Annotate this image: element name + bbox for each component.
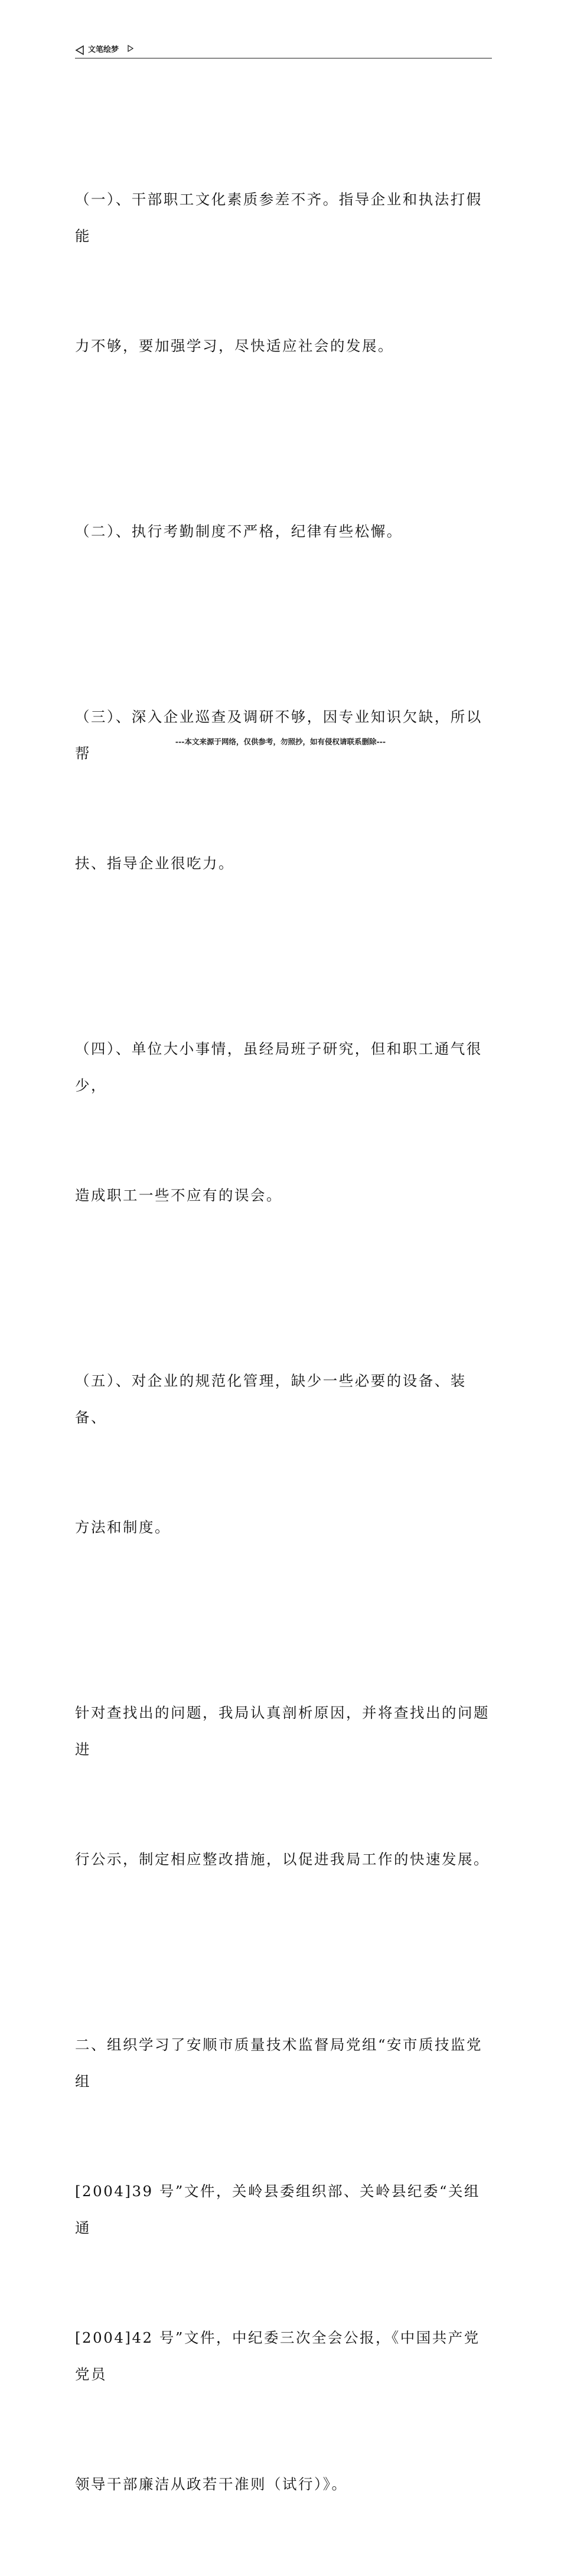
paragraph-5 <box>75 1289 495 1619</box>
paragraph-2 <box>75 440 495 623</box>
paragraph-3 <box>75 626 495 955</box>
paragraph-line: 领导干部廉洁从政若干准则（试行）》。 <box>75 2476 348 2493</box>
paragraph-4 <box>75 958 495 1287</box>
paragraph-line: 针对查找出的问题，我局认真剖析原因，并将查找出的问题进 <box>75 1704 490 1758</box>
paragraph-line: 扶、指导企业很吃力。 <box>75 855 234 872</box>
footer-disclaimer: ---本文来源于网络，仅供参考，勿照抄，如有侵权请联系删除--- <box>175 737 386 746</box>
paragraph-line: [2004]39 号”文件，关岭县委组织部、关岭县纪委“关组通 <box>75 2183 480 2236</box>
paragraph-line: （三）、深入企业巡查及调研不够，因专业知识欠缺，所以帮 <box>75 708 482 762</box>
paragraph-line: 二、组织学习了安顺市质量技术监督局党组“安市质技监党组 <box>75 2036 483 2090</box>
paragraph-6 <box>75 1621 495 1951</box>
left-triangle-icon <box>75 45 84 55</box>
paragraph-line: 方法和制度。 <box>75 1519 171 1536</box>
paragraph-line: （五）、对企业的规范化管理，缺少一些必要的设备、装备、 <box>75 1372 467 1426</box>
paragraph-line: （四）、单位大小事情，虽经局班子研究，但和职工通气很少， <box>75 1040 482 1094</box>
paragraph-1 <box>75 108 495 438</box>
paragraph-line: [2004]42 号”文件，中纪委三次全会公报，《中国共产党党员 <box>75 2329 480 2383</box>
paragraph-line: （一）、干部职工文化素质参差不齐。指导企业和执法打假能 <box>75 191 482 245</box>
header-title: 文笔绘梦 <box>88 45 119 54</box>
paragraph-line: 力不够，要加强学习，尽快适应社会的发展。 <box>75 337 394 354</box>
paragraph-7 <box>75 1953 495 2576</box>
paragraph-line: 行公示，制定相应整改措施，以促进我局工作的快速发展。 <box>75 1851 490 1868</box>
right-triangle-icon <box>128 45 133 52</box>
paragraph-line: （二）、执行考勤制度不严格，纪律有些松懈。 <box>75 523 403 540</box>
document-body <box>75 108 495 2576</box>
page-header <box>75 44 492 58</box>
paragraph-line: 造成职工一些不应有的误会。 <box>75 1187 282 1204</box>
